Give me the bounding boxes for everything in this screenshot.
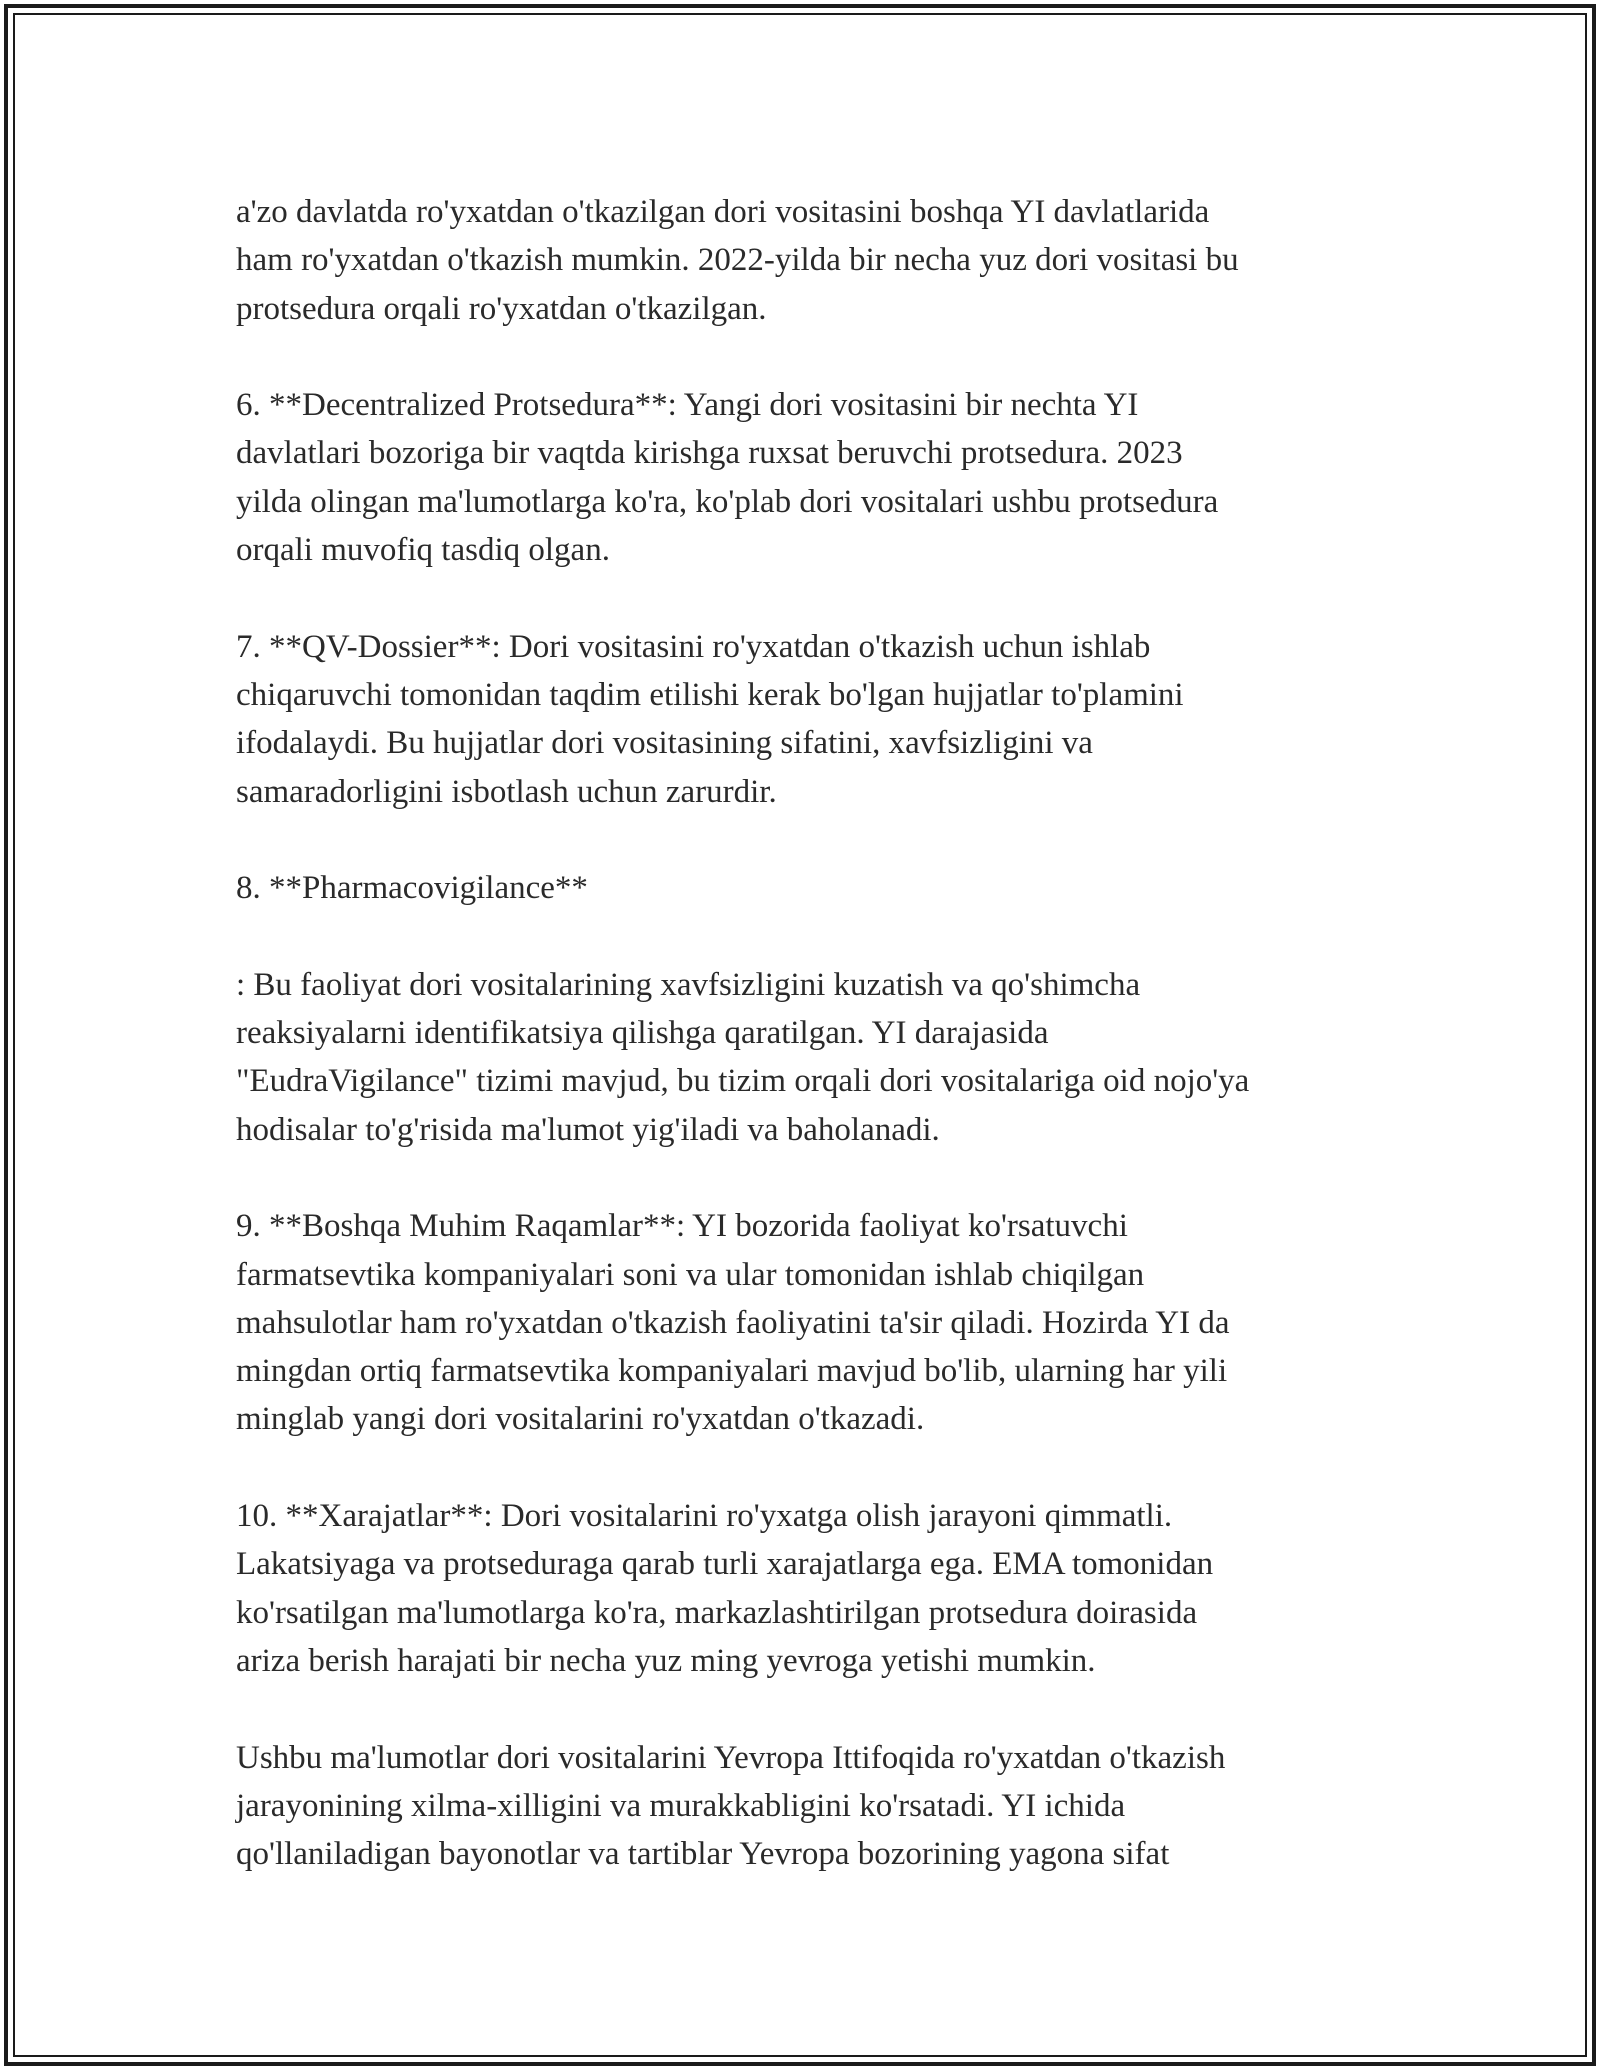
paragraph-item-8-body bbox=[236, 961, 1386, 1154]
text-line: yilda olingan ma'lumotlarga ko'ra, ko'plab dori vositalari ushbu protsedura bbox=[236, 483, 1219, 520]
paragraph-item-7 bbox=[236, 623, 1386, 816]
text-line: samaradorligini isbotlash uchun zarurdir. bbox=[236, 773, 777, 810]
text-line: minglab yangi dori vositalarini ro'yxatdan o'tkazadi. bbox=[236, 1401, 925, 1438]
text-line: 9. **Boshqa Muhim Raqamlar**: YI bozorida faoliyat ko'rsatuvchi bbox=[236, 1208, 1128, 1245]
text-line: jarayonining xilma-xilligini va murakkabligini ko'rsatadi. YI ichida bbox=[236, 1787, 1126, 1824]
text-line: ariza berish harajati bir necha yuz ming yevroga yetishi mumkin. bbox=[236, 1642, 1096, 1679]
text-line: farmatsevtika kompaniyalari soni va ular tomonidan ishlab chiqilgan bbox=[236, 1256, 1145, 1293]
text-line: hodisalar to'g'risida ma'lumot yig'iladi va baholanadi. bbox=[236, 1111, 940, 1148]
text-line: 10. **Xarajatlar**: Dori vositalarini ro'yxatga olish jarayoni qimmatli. bbox=[236, 1498, 1173, 1535]
text-line: Lakatsiyaga va protseduraga qarab turli xarajatlarga ega. EMA tomonidan bbox=[236, 1546, 1214, 1583]
paragraph-item-10 bbox=[236, 1492, 1386, 1685]
text-line: chiqaruvchi tomonidan taqdim etilishi kerak bo'lgan hujjatlar to'plamini bbox=[236, 676, 1184, 713]
paragraph-item-8-heading bbox=[236, 864, 1386, 912]
text-line: protsedura orqali ro'yxatdan o'tkazilgan. bbox=[236, 290, 767, 327]
document-body bbox=[236, 188, 1386, 1927]
paragraph-item-6 bbox=[236, 381, 1386, 574]
text-line: 7. **QV-Dossier**: Dori vositasini ro'yxatdan o'tkazish uchun ishlab bbox=[236, 628, 1151, 665]
text-line: 6. **Decentralized Protsedura**: Yangi dori vositasini bir nechta YI bbox=[236, 387, 1139, 424]
text-line: ifodalaydi. Bu hujjatlar dori vositasining sifatini, xavfsizligini va bbox=[236, 725, 1093, 762]
paragraph-conclusion bbox=[236, 1734, 1386, 1879]
text-line: orqali muvofiq tasdiq olgan. bbox=[236, 532, 610, 569]
paragraph-registration-continued bbox=[236, 188, 1386, 333]
text-line: reaksiyalarni identifikatsiya qilishga qaratilgan. YI darajasida bbox=[236, 1015, 1049, 1052]
text-line: : Bu faoliyat dori vositalarining xavfsizligini kuzatish va qo'shimcha bbox=[236, 966, 1141, 1003]
text-line: qo'llaniladigan bayonotlar va tartiblar Yevropa bozorining yagona sifat bbox=[236, 1836, 1170, 1873]
text-line: mingdan ortiq farmatsevtika kompaniyalari mavjud bo'lib, ularning har yili bbox=[236, 1353, 1228, 1390]
text-line: Ushbu ma'lumotlar dori vositalarini Yevropa Ittifoqida ro'yxatdan o'tkazish bbox=[236, 1739, 1226, 1776]
text-line: ham ro'yxatdan o'tkazish mumkin. 2022-yilda bir necha yuz dori vositasi bu bbox=[236, 242, 1239, 279]
text-line: "EudraVigilance" tizimi mavjud, bu tizim orqali dori vositalariga oid nojo'ya bbox=[236, 1063, 1250, 1100]
text-line: mahsulotlar ham ro'yxatdan o'tkazish faoliyatini ta'sir qiladi. Hozirda YI da bbox=[236, 1304, 1230, 1341]
text-line: 8. **Pharmacovigilance** bbox=[236, 870, 588, 907]
text-line: davlatlari bozoriga bir vaqtda kirishga ruxsat beruvchi protsedura. 2023 bbox=[236, 435, 1183, 472]
paragraph-item-9 bbox=[236, 1202, 1386, 1443]
text-line: ko'rsatilgan ma'lumotlarga ko'ra, markazlashtirilgan protsedura doirasida bbox=[236, 1594, 1198, 1631]
text-line: a'zo davlatda ro'yxatdan o'tkazilgan dori vositasini boshqa YI davlatlarida bbox=[236, 194, 1210, 230]
